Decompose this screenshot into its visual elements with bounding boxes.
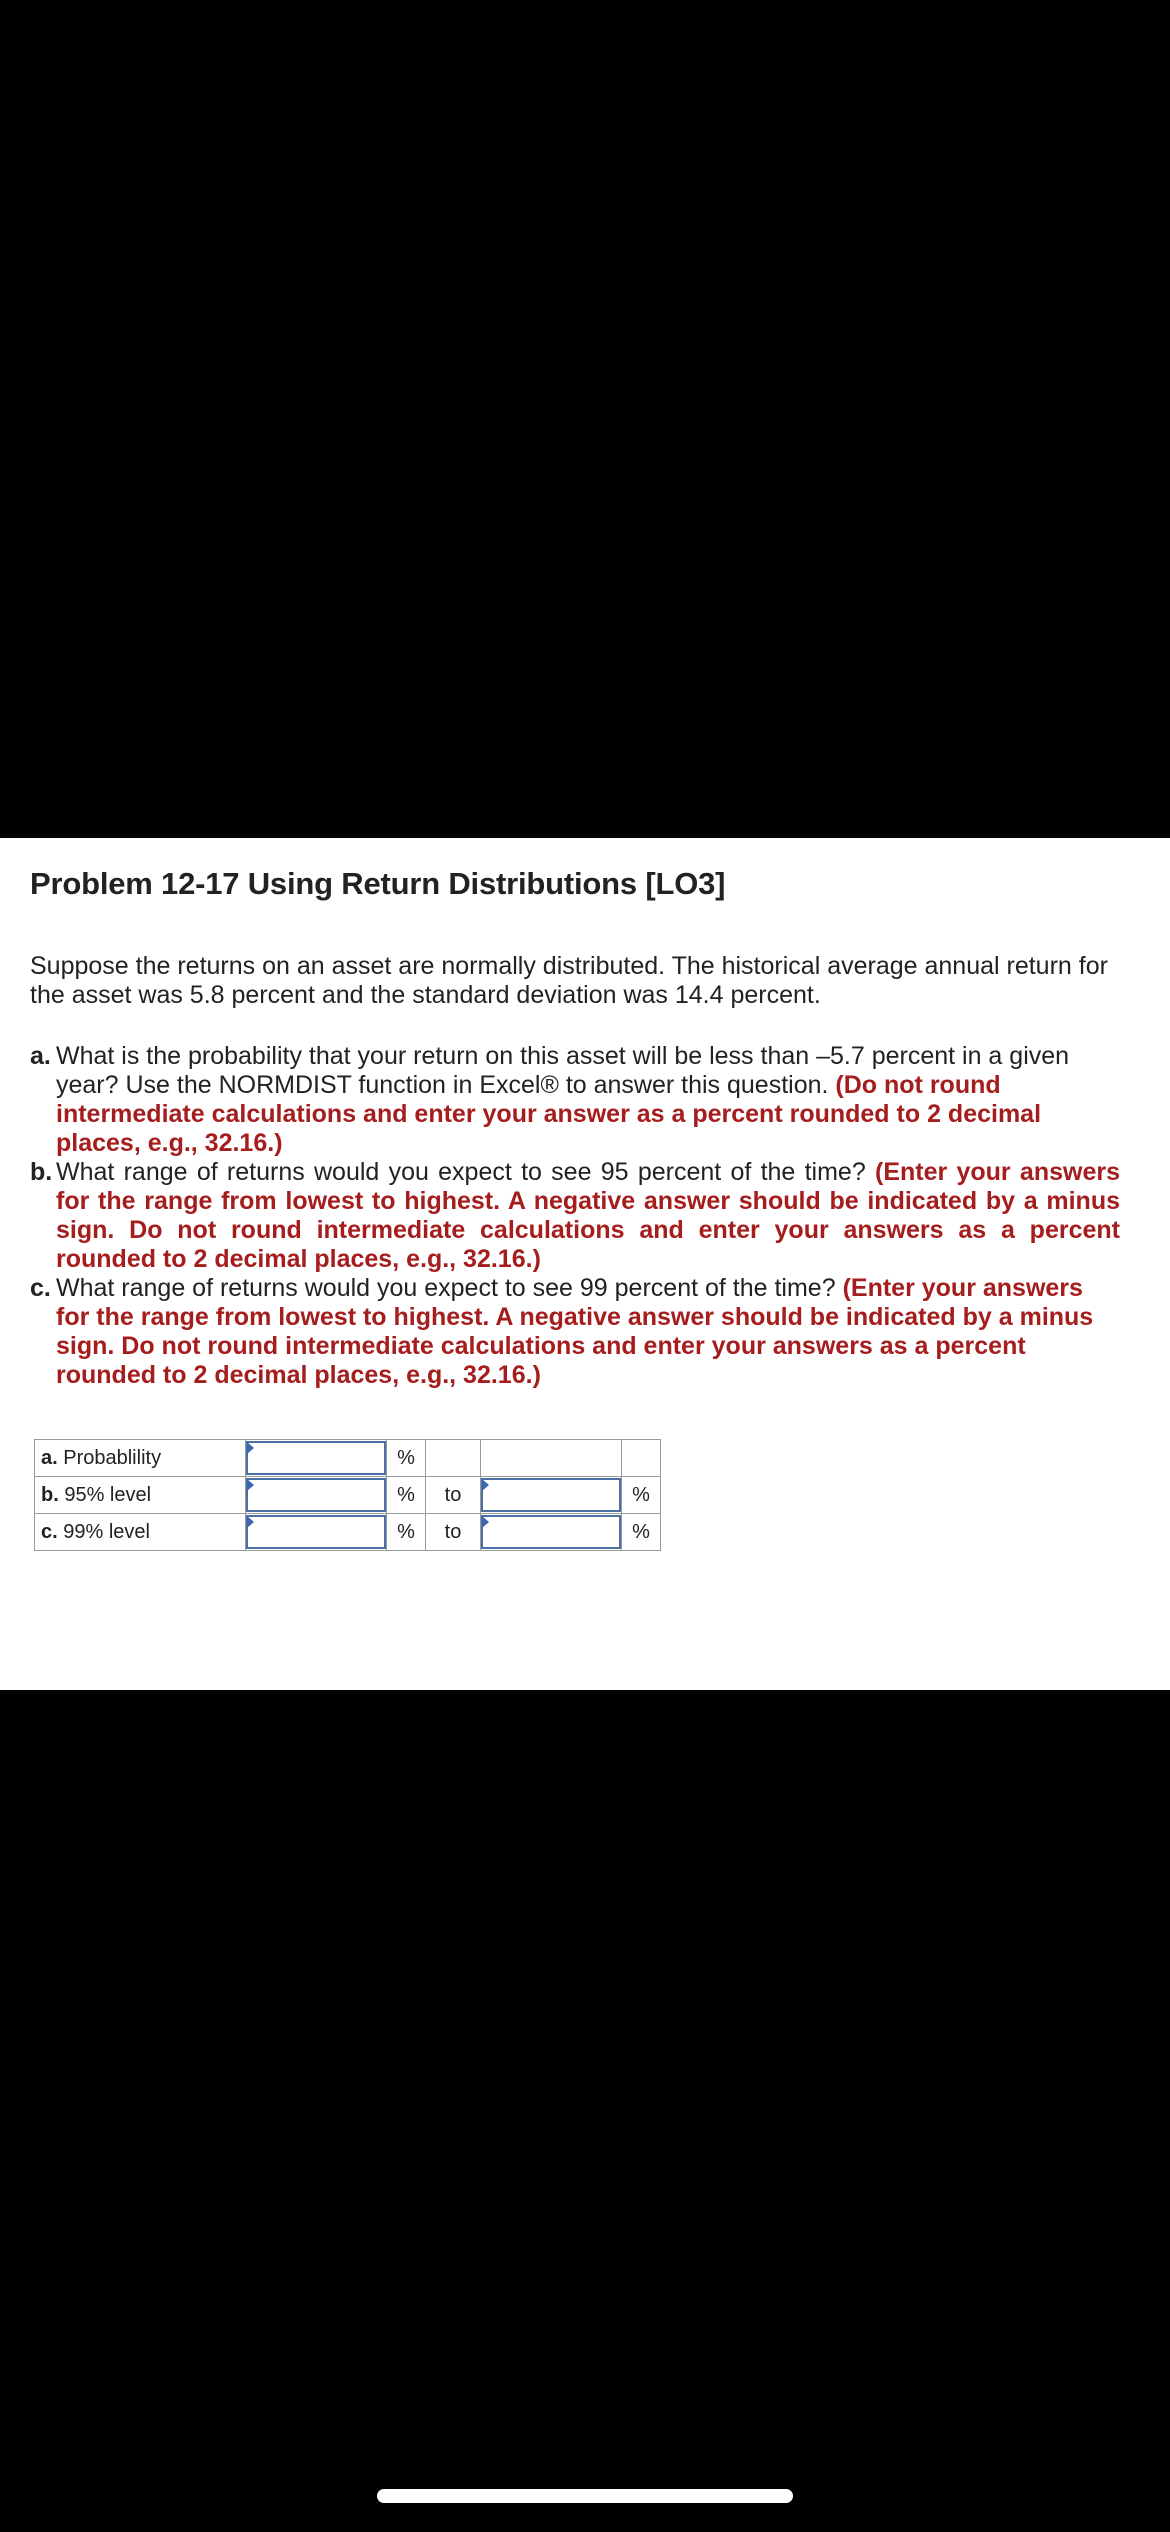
question-b-text: What range of returns would you expect to see 95 percent of the time? [56,1158,866,1186]
problem-panel [0,838,1170,1690]
question-a [30,1042,1120,1158]
row-b-unit: % [387,1477,426,1514]
question-c-text: What range of returns would you expect to see 99 percent of the time? [56,1274,836,1302]
question-list [30,1042,1120,1390]
row-c-label: c. 99% level [35,1514,246,1551]
c-high-input[interactable] [481,1514,622,1551]
row-c-unit2: % [622,1514,661,1551]
question-a-label: a. [30,1042,51,1070]
row-b-sep: to [426,1477,481,1514]
problem-intro: Suppose the returns on an asset are normally distributed. The historical average annual return for the asset was 5.8 percent and the standard deviation was 14.4 percent. [30,952,1108,1009]
question-a-text: What is the probability that your return on this asset will be less than –5.7 percent in a given year? Use the NORMDIST function in Excel® to answer this question. [56,1042,1070,1099]
row-b-unit2: % [622,1477,661,1514]
question-b-instruction: (Enter your answers for the range from lowest to highest. A negative answer should be indicated by a minus sign. Do not round intermediate calculations and enter your answers as a percent rounded to 2 decimal places, e.g., 32.16.) [56,1158,1120,1273]
question-b [30,1158,1120,1274]
row-c-sep: to [426,1514,481,1551]
row-b-label: b. 95% level [35,1477,246,1514]
question-c-instruction: (Enter your answers for the range from lowest to highest. A negative answer should be indicated by a minus sign. Do not round intermediate calculations and enter your answers as a percent rounded to 2 decimal places, e.g., 32.16.) [56,1274,1094,1389]
answer-row-a [35,1440,661,1477]
question-c-label: c. [30,1274,51,1302]
row-a-label: a. Probablility [35,1440,246,1477]
row-c-unit: % [387,1514,426,1551]
question-c [30,1274,1120,1390]
question-b-label: b. [30,1158,53,1186]
problem-title: Problem 12-17 Using Return Distributions [LO3] [30,866,726,901]
b-low-input[interactable] [246,1477,387,1514]
b-high-input[interactable] [481,1477,622,1514]
row-a-unit: % [387,1440,426,1477]
probability-input[interactable] [246,1440,387,1477]
question-a-instruction: (Do not round intermediate calculations and enter your answer as a percent rounded to 2 decimal places, e.g., 32.16.) [56,1071,1042,1157]
answer-table [34,1439,661,1551]
c-low-input[interactable] [246,1514,387,1551]
answer-row-b [35,1477,661,1514]
home-indicator[interactable] [377,2489,793,2503]
answer-row-c [35,1514,661,1551]
